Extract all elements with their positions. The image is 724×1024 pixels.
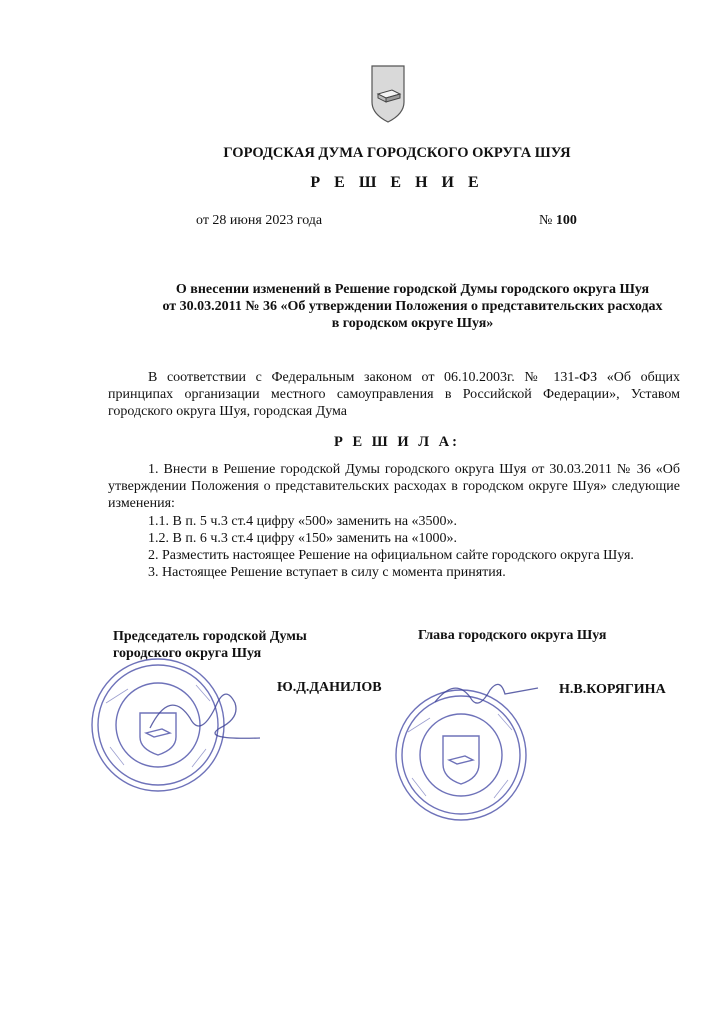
item-1-1: 1.1. В п. 5 ч.3 ст.4 цифру «500» заменить на «3500». bbox=[148, 514, 458, 529]
decided-heading: Р Е Ш И Л А: bbox=[334, 434, 460, 450]
document-date: от 28 июня 2023 года bbox=[196, 213, 323, 228]
chairman-name: Ю.Д.ДАНИЛОВ bbox=[277, 680, 382, 695]
item-3: 3. Настоящее Решение вступает в силу с момента принятия. bbox=[148, 565, 506, 580]
subject-line: О внесении изменений в Решение городской Думы городского округа Шуя bbox=[175, 282, 650, 297]
organization-name: ГОРОДСКАЯ ДУМА ГОРОДСКОГО ОКРУГА ШУЯ bbox=[223, 145, 571, 161]
chairman-title-line: Председатель городской Думы bbox=[113, 629, 307, 644]
number-prefix: № bbox=[539, 213, 556, 228]
document-number bbox=[539, 213, 577, 229]
head-title: Глава городского округа Шуя bbox=[418, 628, 607, 643]
chairman-title bbox=[113, 628, 307, 662]
chairman-signature bbox=[140, 668, 270, 758]
head-name: Н.В.КОРЯГИНА bbox=[559, 682, 666, 697]
item-1-2: 1.2. В п. 6 ч.3 ст.4 цифру «150» заменить на «1000». bbox=[148, 531, 458, 546]
item-1: 1. Внести в Решение городской Думы городского округа Шуя от 30.03.2011 № 36 «Об утверждении Положения о представительских расходах в городском округе Шуя» следующие изменения: bbox=[108, 462, 680, 511]
coat-of-arms-emblem-icon bbox=[370, 64, 406, 124]
document-subject bbox=[140, 281, 685, 332]
head-signature bbox=[430, 672, 540, 732]
subject-line: в городском округе Шуя» bbox=[331, 316, 494, 331]
subject-line: от 30.03.2011 № 36 «Об утверждении Положения о представительских расходах bbox=[162, 299, 663, 314]
item-2: 2. Разместить настоящее Решение на официальном сайте городского округа Шуя. bbox=[148, 548, 634, 563]
preamble-paragraph: В соответствии с Федеральным законом от 06.10.2003г. № 131-ФЗ «Об общих принципах организации местного самоуправления в Российской Федерации», Уставом городского округа Шуя, городская Дума bbox=[108, 370, 680, 419]
number-value: 100 bbox=[555, 213, 577, 228]
chairman-title-line: городского округа Шуя bbox=[113, 646, 262, 661]
document-type: Р Е Ш Е Н И Е bbox=[310, 174, 484, 191]
